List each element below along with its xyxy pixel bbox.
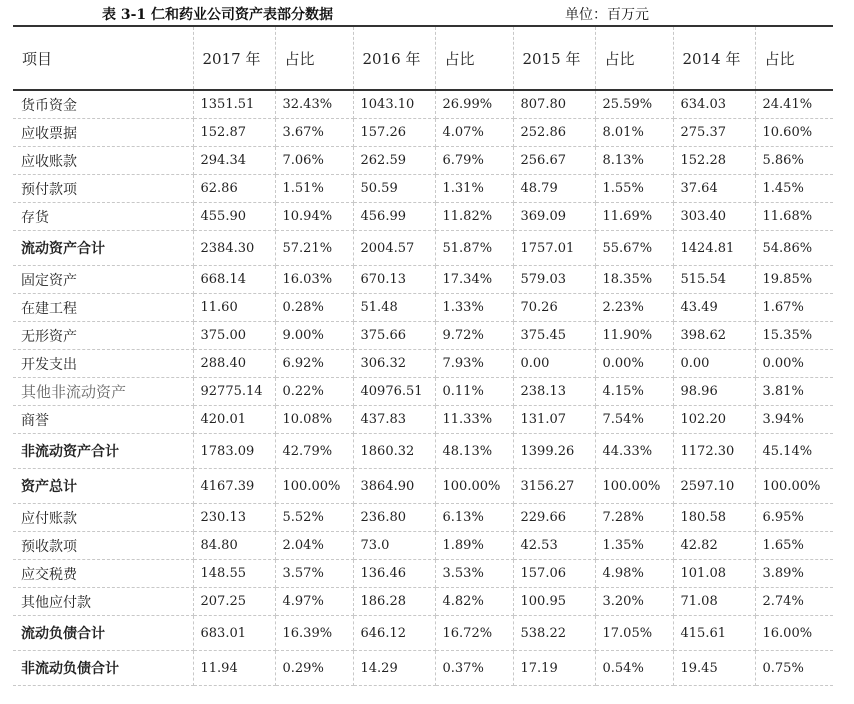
percent-cell: 6.95% bbox=[755, 504, 833, 532]
value-cell: 420.01 bbox=[193, 406, 275, 434]
value-cell: 4167.39 bbox=[193, 469, 275, 504]
percent-cell: 0.75% bbox=[755, 651, 833, 686]
value-cell: 19.45 bbox=[673, 651, 755, 686]
percent-cell: 3.53% bbox=[435, 560, 513, 588]
percent-cell: 45.14% bbox=[755, 434, 833, 469]
table-header-row bbox=[13, 26, 833, 90]
percent-cell: 2.04% bbox=[275, 532, 353, 560]
value-cell: 375.00 bbox=[193, 322, 275, 350]
table-row bbox=[13, 560, 833, 588]
percent-cell: 8.01% bbox=[595, 119, 673, 147]
percent-cell: 0.37% bbox=[435, 651, 513, 686]
value-cell: 2597.10 bbox=[673, 469, 755, 504]
value-cell: 11.60 bbox=[193, 294, 275, 322]
table-row bbox=[13, 378, 833, 406]
value-cell: 157.06 bbox=[513, 560, 595, 588]
percent-cell: 4.82% bbox=[435, 588, 513, 616]
percent-cell: 4.97% bbox=[275, 588, 353, 616]
value-cell: 102.20 bbox=[673, 406, 755, 434]
value-cell: 11.94 bbox=[193, 651, 275, 686]
value-cell: 48.79 bbox=[513, 175, 595, 203]
percent-cell: 0.11% bbox=[435, 378, 513, 406]
table-row bbox=[13, 322, 833, 350]
percent-cell: 8.13% bbox=[595, 147, 673, 175]
percent-cell: 19.85% bbox=[755, 266, 833, 294]
percent-cell: 48.13% bbox=[435, 434, 513, 469]
percent-cell: 4.15% bbox=[595, 378, 673, 406]
row-label: 货币资金 bbox=[13, 90, 193, 119]
percent-cell: 7.93% bbox=[435, 350, 513, 378]
header-cell: 占比 bbox=[755, 26, 833, 90]
table-row bbox=[13, 350, 833, 378]
row-label: 无形资产 bbox=[13, 322, 193, 350]
table-row bbox=[13, 175, 833, 203]
percent-cell: 16.00% bbox=[755, 616, 833, 651]
percent-cell: 7.28% bbox=[595, 504, 673, 532]
value-cell: 2384.30 bbox=[193, 231, 275, 266]
percent-cell: 11.33% bbox=[435, 406, 513, 434]
row-label: 应收账款 bbox=[13, 147, 193, 175]
percent-cell: 54.86% bbox=[755, 231, 833, 266]
row-label: 应交税费 bbox=[13, 560, 193, 588]
table-row bbox=[13, 119, 833, 147]
value-cell: 275.37 bbox=[673, 119, 755, 147]
percent-cell: 7.06% bbox=[275, 147, 353, 175]
table-row bbox=[13, 651, 833, 686]
value-cell: 252.86 bbox=[513, 119, 595, 147]
percent-cell: 1.67% bbox=[755, 294, 833, 322]
percent-cell: 51.87% bbox=[435, 231, 513, 266]
value-cell: 288.40 bbox=[193, 350, 275, 378]
percent-cell: 32.43% bbox=[275, 90, 353, 119]
percent-cell: 2.23% bbox=[595, 294, 673, 322]
row-label: 其他非流动资产 bbox=[13, 378, 193, 406]
table-title: 表 3-1 仁和药业公司资产表部分数据 bbox=[102, 7, 334, 23]
table-row bbox=[13, 406, 833, 434]
value-cell: 230.13 bbox=[193, 504, 275, 532]
value-cell: 807.80 bbox=[513, 90, 595, 119]
percent-cell: 1.55% bbox=[595, 175, 673, 203]
value-cell: 50.59 bbox=[353, 175, 435, 203]
percent-cell: 0.00% bbox=[755, 350, 833, 378]
row-label: 预付款项 bbox=[13, 175, 193, 203]
percent-cell: 1.45% bbox=[755, 175, 833, 203]
percent-cell: 3.57% bbox=[275, 560, 353, 588]
percent-cell: 0.29% bbox=[275, 651, 353, 686]
value-cell: 437.83 bbox=[353, 406, 435, 434]
value-cell: 62.86 bbox=[193, 175, 275, 203]
percent-cell: 0.28% bbox=[275, 294, 353, 322]
percent-cell: 1.65% bbox=[755, 532, 833, 560]
percent-cell: 2.74% bbox=[755, 588, 833, 616]
header-cell: 占比 bbox=[275, 26, 353, 90]
table-row bbox=[13, 532, 833, 560]
value-cell: 1351.51 bbox=[193, 90, 275, 119]
value-cell: 71.08 bbox=[673, 588, 755, 616]
value-cell: 3156.27 bbox=[513, 469, 595, 504]
percent-cell: 6.79% bbox=[435, 147, 513, 175]
value-cell: 73.0 bbox=[353, 532, 435, 560]
table-caption bbox=[0, 4, 854, 24]
percent-cell: 24.41% bbox=[755, 90, 833, 119]
percent-cell: 5.52% bbox=[275, 504, 353, 532]
header-cell: 2016 年 bbox=[353, 26, 435, 90]
value-cell: 207.25 bbox=[193, 588, 275, 616]
value-cell: 42.53 bbox=[513, 532, 595, 560]
percent-cell: 3.67% bbox=[275, 119, 353, 147]
percent-cell: 44.33% bbox=[595, 434, 673, 469]
header-cell: 占比 bbox=[595, 26, 673, 90]
table-row bbox=[13, 434, 833, 469]
row-label: 其他应付款 bbox=[13, 588, 193, 616]
percent-cell: 1.89% bbox=[435, 532, 513, 560]
unit-label: 单位：百万元 bbox=[565, 7, 649, 23]
value-cell: 180.58 bbox=[673, 504, 755, 532]
table-row bbox=[13, 294, 833, 322]
value-cell: 375.45 bbox=[513, 322, 595, 350]
percent-cell: 1.51% bbox=[275, 175, 353, 203]
value-cell: 14.29 bbox=[353, 651, 435, 686]
value-cell: 455.90 bbox=[193, 203, 275, 231]
table-row bbox=[13, 616, 833, 651]
value-cell: 1757.01 bbox=[513, 231, 595, 266]
row-label: 流动负债合计 bbox=[13, 616, 193, 651]
value-cell: 186.28 bbox=[353, 588, 435, 616]
value-cell: 0.00 bbox=[673, 350, 755, 378]
percent-cell: 3.20% bbox=[595, 588, 673, 616]
percent-cell: 18.35% bbox=[595, 266, 673, 294]
percent-cell: 5.86% bbox=[755, 147, 833, 175]
header-cell: 项目 bbox=[13, 26, 193, 90]
value-cell: 303.40 bbox=[673, 203, 755, 231]
percent-cell: 17.34% bbox=[435, 266, 513, 294]
percent-cell: 9.00% bbox=[275, 322, 353, 350]
value-cell: 37.64 bbox=[673, 175, 755, 203]
table-row bbox=[13, 147, 833, 175]
row-label: 存货 bbox=[13, 203, 193, 231]
value-cell: 101.08 bbox=[673, 560, 755, 588]
row-label: 商誉 bbox=[13, 406, 193, 434]
percent-cell: 0.00% bbox=[595, 350, 673, 378]
percent-cell: 55.67% bbox=[595, 231, 673, 266]
value-cell: 1399.26 bbox=[513, 434, 595, 469]
value-cell: 1172.30 bbox=[673, 434, 755, 469]
row-label: 非流动资产合计 bbox=[13, 434, 193, 469]
value-cell: 236.80 bbox=[353, 504, 435, 532]
value-cell: 456.99 bbox=[353, 203, 435, 231]
value-cell: 40976.51 bbox=[353, 378, 435, 406]
header-cell: 2014 年 bbox=[673, 26, 755, 90]
row-label: 资产总计 bbox=[13, 469, 193, 504]
value-cell: 579.03 bbox=[513, 266, 595, 294]
table-row bbox=[13, 588, 833, 616]
percent-cell: 11.82% bbox=[435, 203, 513, 231]
value-cell: 157.26 bbox=[353, 119, 435, 147]
value-cell: 262.59 bbox=[353, 147, 435, 175]
row-label: 流动资产合计 bbox=[13, 231, 193, 266]
table-row bbox=[13, 90, 833, 119]
value-cell: 306.32 bbox=[353, 350, 435, 378]
header-cell: 占比 bbox=[435, 26, 513, 90]
percent-cell: 11.68% bbox=[755, 203, 833, 231]
percent-cell: 42.79% bbox=[275, 434, 353, 469]
value-cell: 415.61 bbox=[673, 616, 755, 651]
value-cell: 229.66 bbox=[513, 504, 595, 532]
value-cell: 369.09 bbox=[513, 203, 595, 231]
value-cell: 538.22 bbox=[513, 616, 595, 651]
percent-cell: 0.54% bbox=[595, 651, 673, 686]
value-cell: 294.34 bbox=[193, 147, 275, 175]
percent-cell: 16.03% bbox=[275, 266, 353, 294]
table-row bbox=[13, 266, 833, 294]
value-cell: 100.95 bbox=[513, 588, 595, 616]
percent-cell: 100.00% bbox=[435, 469, 513, 504]
value-cell: 398.62 bbox=[673, 322, 755, 350]
percent-cell: 26.99% bbox=[435, 90, 513, 119]
header-cell: 2017 年 bbox=[193, 26, 275, 90]
value-cell: 238.13 bbox=[513, 378, 595, 406]
percent-cell: 4.07% bbox=[435, 119, 513, 147]
percent-cell: 7.54% bbox=[595, 406, 673, 434]
row-label: 应收票据 bbox=[13, 119, 193, 147]
percent-cell: 1.35% bbox=[595, 532, 673, 560]
value-cell: 152.87 bbox=[193, 119, 275, 147]
percent-cell: 6.92% bbox=[275, 350, 353, 378]
row-label: 固定资产 bbox=[13, 266, 193, 294]
percent-cell: 10.08% bbox=[275, 406, 353, 434]
percent-cell: 3.94% bbox=[755, 406, 833, 434]
value-cell: 683.01 bbox=[193, 616, 275, 651]
balance-sheet-table bbox=[13, 25, 833, 686]
value-cell: 515.54 bbox=[673, 266, 755, 294]
row-label: 在建工程 bbox=[13, 294, 193, 322]
percent-cell: 11.69% bbox=[595, 203, 673, 231]
value-cell: 152.28 bbox=[673, 147, 755, 175]
value-cell: 51.48 bbox=[353, 294, 435, 322]
percent-cell: 57.21% bbox=[275, 231, 353, 266]
value-cell: 92775.14 bbox=[193, 378, 275, 406]
value-cell: 42.82 bbox=[673, 532, 755, 560]
value-cell: 2004.57 bbox=[353, 231, 435, 266]
value-cell: 17.19 bbox=[513, 651, 595, 686]
value-cell: 1424.81 bbox=[673, 231, 755, 266]
value-cell: 148.55 bbox=[193, 560, 275, 588]
percent-cell: 1.31% bbox=[435, 175, 513, 203]
header-cell: 2015 年 bbox=[513, 26, 595, 90]
percent-cell: 25.59% bbox=[595, 90, 673, 119]
value-cell: 0.00 bbox=[513, 350, 595, 378]
value-cell: 670.13 bbox=[353, 266, 435, 294]
value-cell: 1043.10 bbox=[353, 90, 435, 119]
value-cell: 43.49 bbox=[673, 294, 755, 322]
value-cell: 131.07 bbox=[513, 406, 595, 434]
value-cell: 668.14 bbox=[193, 266, 275, 294]
value-cell: 375.66 bbox=[353, 322, 435, 350]
percent-cell: 17.05% bbox=[595, 616, 673, 651]
table-row bbox=[13, 203, 833, 231]
value-cell: 136.46 bbox=[353, 560, 435, 588]
percent-cell: 11.90% bbox=[595, 322, 673, 350]
percent-cell: 3.89% bbox=[755, 560, 833, 588]
row-label: 应付账款 bbox=[13, 504, 193, 532]
table-row bbox=[13, 231, 833, 266]
value-cell: 1783.09 bbox=[193, 434, 275, 469]
row-label: 预收款项 bbox=[13, 532, 193, 560]
table-row bbox=[13, 469, 833, 504]
value-cell: 98.96 bbox=[673, 378, 755, 406]
value-cell: 646.12 bbox=[353, 616, 435, 651]
percent-cell: 100.00% bbox=[595, 469, 673, 504]
percent-cell: 100.00% bbox=[755, 469, 833, 504]
value-cell: 256.67 bbox=[513, 147, 595, 175]
percent-cell: 4.98% bbox=[595, 560, 673, 588]
row-label: 开发支出 bbox=[13, 350, 193, 378]
percent-cell: 10.94% bbox=[275, 203, 353, 231]
percent-cell: 6.13% bbox=[435, 504, 513, 532]
percent-cell: 9.72% bbox=[435, 322, 513, 350]
percent-cell: 100.00% bbox=[275, 469, 353, 504]
value-cell: 84.80 bbox=[193, 532, 275, 560]
value-cell: 1860.32 bbox=[353, 434, 435, 469]
value-cell: 3864.90 bbox=[353, 469, 435, 504]
percent-cell: 15.35% bbox=[755, 322, 833, 350]
value-cell: 70.26 bbox=[513, 294, 595, 322]
percent-cell: 3.81% bbox=[755, 378, 833, 406]
table-row bbox=[13, 504, 833, 532]
row-label: 非流动负债合计 bbox=[13, 651, 193, 686]
percent-cell: 16.39% bbox=[275, 616, 353, 651]
percent-cell: 0.22% bbox=[275, 378, 353, 406]
percent-cell: 16.72% bbox=[435, 616, 513, 651]
percent-cell: 10.60% bbox=[755, 119, 833, 147]
percent-cell: 1.33% bbox=[435, 294, 513, 322]
value-cell: 634.03 bbox=[673, 90, 755, 119]
